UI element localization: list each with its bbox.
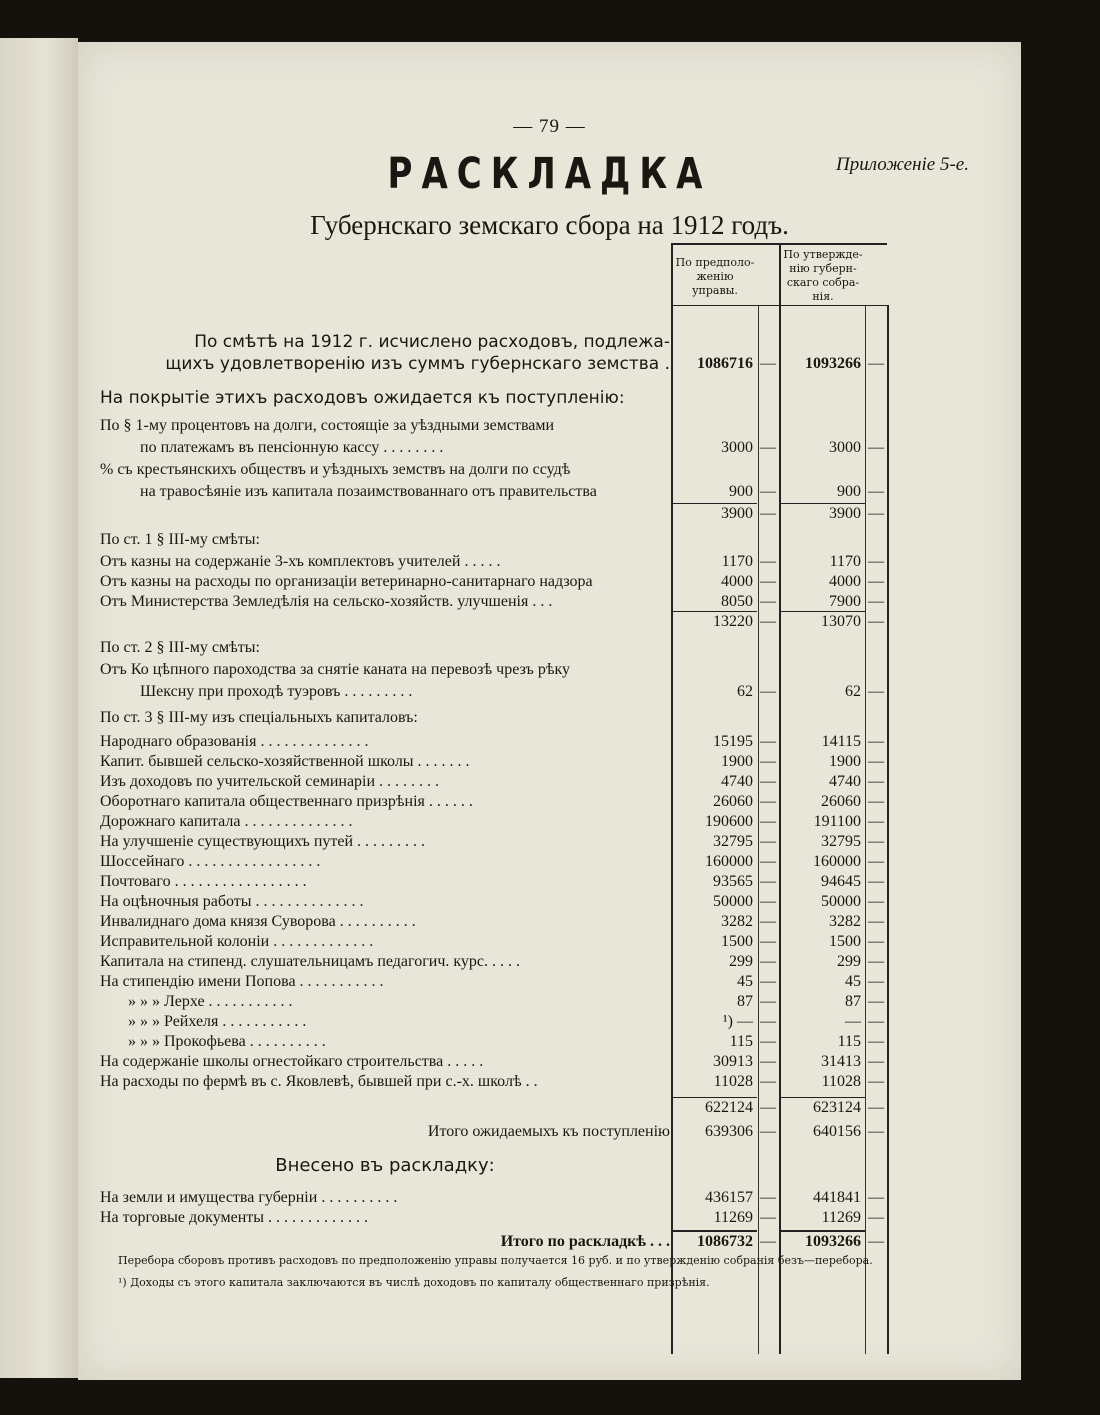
kopeck-dash: —: [760, 1123, 776, 1140]
footnote-1: ¹) Доходы съ этого капитала заключаются въ числѣ доходовъ по капиталу общественнаго призрѣнія.: [118, 1276, 710, 1289]
total-rule: [673, 1230, 757, 1232]
value-proposed: 11028: [713, 1073, 753, 1090]
value-proposed: 45: [737, 973, 753, 990]
value-proposed: 900: [729, 483, 753, 500]
total-rule: [781, 1230, 865, 1232]
row-label: По ст. 1 § III-му смѣты:: [100, 531, 260, 548]
kopeck-dash: —: [760, 793, 776, 810]
value-approved: 26060: [821, 793, 861, 810]
kopeck-dash: —: [868, 753, 884, 770]
value-approved: 160000: [813, 853, 861, 870]
row-label: На торговые документы . . . . . . . . . . . . .: [100, 1209, 369, 1226]
kopeck-dash: —: [760, 833, 776, 850]
kopeck-dash: —: [760, 553, 776, 570]
kopeck-dash: —: [760, 613, 776, 630]
value-proposed: 639306: [705, 1123, 753, 1140]
kopeck-dash: —: [760, 753, 776, 770]
value-approved: 191100: [813, 813, 861, 830]
kopeck-dash: —: [760, 483, 776, 500]
row-label: Капит. бывшей сельско-хозяйственной школы . . . . . . .: [100, 753, 470, 770]
row-label: На расходы по фермѣ въ с. Яковлевѣ, бывшей при с.-х. школѣ . .: [100, 1073, 538, 1090]
kopeck-dash: —: [868, 993, 884, 1010]
row-label: Дорожнаго капитала . . . . . . . . . . . . . .: [100, 813, 353, 830]
row-label: » » » Прокофьева . . . . . . . . . .: [128, 1033, 326, 1050]
kopeck-dash: —: [868, 933, 884, 950]
value-proposed: 3900: [721, 505, 753, 522]
row-label: щихъ удовлетворенію изъ суммъ губернскаго земства .: [165, 354, 670, 374]
column-header-proposed: По предполо- женію управы.: [675, 256, 755, 297]
value-proposed: 87: [737, 993, 753, 1010]
kopeck-dash: —: [868, 593, 884, 610]
kopeck-dash: —: [868, 683, 884, 700]
kopeck-dash: —: [760, 355, 776, 372]
value-proposed: 3282: [721, 913, 753, 930]
column-header-approved: По утвержде- нію губерн- скаго собра- нія.: [783, 248, 863, 303]
kopeck-dash: —: [760, 893, 776, 910]
value-approved: 50000: [821, 893, 861, 910]
row-label: Почтоваго . . . . . . . . . . . . . . . . .: [100, 873, 307, 890]
row-label: Отъ Министерства Земледѣлія на сельско-хозяйств. улучшенія . . .: [100, 593, 553, 610]
value-approved: 14115: [821, 733, 861, 750]
row-label: На оцѣночныя работы . . . . . . . . . . . . . .: [100, 893, 364, 910]
kopeck-dash: —: [868, 893, 884, 910]
value-approved: 94645: [821, 873, 861, 890]
table-header-rule: [671, 305, 887, 306]
row-label: Народнаго образованія . . . . . . . . . . . . . .: [100, 733, 369, 750]
value-approved: 11269: [821, 1209, 861, 1226]
value-approved: 87: [845, 993, 861, 1010]
kopeck-dash: —: [868, 953, 884, 970]
kopeck-dash: —: [868, 873, 884, 890]
value-approved: 1170: [829, 553, 861, 570]
kopeck-dash: —: [868, 1053, 884, 1070]
kopeck-dash: —: [760, 853, 776, 870]
value-proposed: 4000: [721, 573, 753, 590]
kopeck-dash: —: [760, 873, 776, 890]
value-proposed: ¹) —: [722, 1013, 753, 1030]
kopeck-dash: —: [868, 1099, 884, 1116]
kopeck-dash: —: [868, 793, 884, 810]
value-proposed: 622124: [705, 1099, 753, 1116]
row-label: По смѣтѣ на 1912 г. исчислено расходовъ, подлежа-: [194, 332, 670, 352]
value-proposed: 299: [729, 953, 753, 970]
value-approved: —: [845, 1013, 861, 1030]
kopeck-dash: —: [760, 1233, 776, 1250]
kopeck-dash: —: [868, 853, 884, 870]
value-approved: 1900: [829, 753, 861, 770]
value-proposed: 32795: [713, 833, 753, 850]
value-proposed: 4740: [721, 773, 753, 790]
kopeck-dash: —: [760, 505, 776, 522]
value-approved: 623124: [813, 1099, 861, 1116]
kopeck-dash: —: [760, 1013, 776, 1030]
value-proposed: 8050: [721, 593, 753, 610]
kopeck-dash: —: [760, 953, 776, 970]
value-approved: 1093266: [805, 1233, 861, 1250]
kopeck-dash: —: [868, 773, 884, 790]
kopeck-dash: —: [760, 773, 776, 790]
kopeck-dash: —: [760, 1053, 776, 1070]
value-proposed: 1500: [721, 933, 753, 950]
kopeck-dash: —: [760, 1073, 776, 1090]
value-proposed: 13220: [713, 613, 753, 630]
kopeck-dash: —: [868, 973, 884, 990]
value-proposed: 93565: [713, 873, 753, 890]
value-approved: 299: [837, 953, 861, 970]
value-proposed: 160000: [705, 853, 753, 870]
value-proposed: 1900: [721, 753, 753, 770]
footnote-surplus: Перебора сборовъ противъ расходовъ по предположенію управы получается 16 руб. и по утвержденію собранія безъ—перебора.: [118, 1254, 873, 1267]
kopeck-dash: —: [760, 1189, 776, 1206]
value-proposed: 436157: [705, 1189, 753, 1206]
value-approved: 3282: [829, 913, 861, 930]
kopeck-dash: —: [868, 553, 884, 570]
value-approved: 1093266: [805, 355, 861, 372]
value-approved: 45: [845, 973, 861, 990]
value-proposed: 26060: [713, 793, 753, 810]
kopeck-dash: —: [760, 993, 776, 1010]
value-approved: 1500: [829, 933, 861, 950]
kopeck-dash: —: [868, 573, 884, 590]
row-label: Шексну при проходѣ туэровъ . . . . . . . . .: [140, 683, 413, 700]
row-label: Оборотнаго капитала общественнаго призрѣнія . . . . . .: [100, 793, 473, 810]
kopeck-dash: —: [760, 1033, 776, 1050]
row-label: » » » Рейхеля . . . . . . . . . . .: [128, 1013, 307, 1030]
value-proposed: 30913: [713, 1053, 753, 1070]
row-label: Внесено въ раскладку:: [275, 1156, 495, 1176]
value-approved: 115: [837, 1033, 861, 1050]
row-label: Итого по раскладкѣ . . .: [500, 1233, 670, 1250]
row-label: Итого ожидаемыхъ къ поступленію: [427, 1123, 670, 1140]
value-proposed: 115: [729, 1033, 753, 1050]
document-subtitle: Губернскаго земскаго сбора на 1912 годъ.: [310, 210, 789, 240]
row-label: Изъ доходовъ по учительской семинаріи . . . . . . . .: [100, 773, 440, 790]
kopeck-dash: —: [760, 683, 776, 700]
kopeck-dash: —: [868, 813, 884, 830]
value-proposed: 11269: [713, 1209, 753, 1226]
row-label: Инвалиднаго дома князя Суворова . . . . . . . . . .: [100, 913, 416, 930]
value-proposed: 15195: [713, 733, 753, 750]
document-page: [78, 42, 1021, 1380]
value-approved: 3900: [829, 505, 861, 522]
kopeck-dash: —: [868, 1033, 884, 1050]
kopeck-dash: —: [868, 1123, 884, 1140]
value-approved: 4740: [829, 773, 861, 790]
kopeck-dash: —: [760, 913, 776, 930]
row-label: На содержаніе школы огнестойкаго строительства . . . . .: [100, 1053, 484, 1070]
kopeck-dash: —: [868, 355, 884, 372]
row-label: На покрытіе этихъ расходовъ ожидается къ поступленію:: [100, 388, 625, 408]
kopeck-dash: —: [760, 1099, 776, 1116]
value-proposed: 62: [737, 683, 753, 700]
kopeck-dash: —: [760, 933, 776, 950]
value-proposed: 1086716: [697, 355, 753, 372]
kopeck-dash: —: [868, 439, 884, 456]
value-approved: 13070: [821, 613, 861, 630]
value-approved: 31413: [821, 1053, 861, 1070]
kopeck-dash: —: [868, 1073, 884, 1090]
kopeck-dash: —: [868, 483, 884, 500]
value-proposed: 1086732: [697, 1233, 753, 1250]
row-label: Отъ Ко цѣпного пароходства за снятіе каната на перевозѣ чрезъ рѣку: [100, 661, 571, 678]
kopeck-dash: —: [868, 1189, 884, 1206]
value-approved: 640156: [813, 1123, 861, 1140]
kopeck-dash: —: [868, 1013, 884, 1030]
row-label: На улучшеніе существующихъ путей . . . . . . . . .: [100, 833, 426, 850]
kopeck-dash: —: [868, 733, 884, 750]
value-approved: 4000: [829, 573, 861, 590]
kopeck-dash: —: [868, 1233, 884, 1250]
value-approved: 3000: [829, 439, 861, 456]
document-title: РАСКЛАДКА: [387, 149, 712, 199]
value-proposed: 50000: [713, 893, 753, 910]
value-proposed: 3000: [721, 439, 753, 456]
kopeck-dash: —: [760, 593, 776, 610]
row-label: по платежамъ въ пенсіонную кассу . . . . . . . .: [140, 439, 444, 456]
kopeck-dash: —: [868, 505, 884, 522]
row-label: на травосѣяніе изъ капитала позаимствованнаго отъ правительства: [140, 483, 597, 500]
kopeck-dash: —: [760, 573, 776, 590]
value-approved: 7900: [829, 593, 861, 610]
row-label: На стипендію имени Попова . . . . . . . . . . .: [100, 973, 384, 990]
kopeck-dash: —: [760, 813, 776, 830]
row-label: Исправительной колоніи . . . . . . . . . . . . .: [100, 933, 374, 950]
kopeck-dash: —: [760, 733, 776, 750]
kopeck-dash: —: [868, 833, 884, 850]
row-label: % съ крестьянскихъ обществъ и уѣздныхъ земствъ на долги по ссудѣ: [100, 461, 571, 478]
value-approved: 11028: [821, 1073, 861, 1090]
kopeck-dash: —: [760, 973, 776, 990]
row-label: Капитала на стипенд. слушательницамъ педагогич. курс. . . . .: [100, 953, 521, 970]
value-approved: 32795: [821, 833, 861, 850]
kopeck-dash: —: [760, 1209, 776, 1226]
row-label: По ст. 3 § III-му изъ спеціальныхъ капиталовъ:: [100, 709, 418, 726]
value-approved: 900: [837, 483, 861, 500]
kopeck-dash: —: [868, 613, 884, 630]
kopeck-dash: —: [868, 1209, 884, 1226]
row-label: Шоссейнаго . . . . . . . . . . . . . . . . .: [100, 853, 321, 870]
row-label: По ст. 2 § III-му смѣты:: [100, 639, 260, 656]
row-label: По § 1-му процентовъ на долги, состоящіе за уѣздными земствами: [100, 417, 555, 434]
value-approved: 441841: [813, 1189, 861, 1206]
value-proposed: 190600: [705, 813, 753, 830]
kopeck-dash: —: [760, 439, 776, 456]
value-approved: 62: [845, 683, 861, 700]
row-label: Отъ казны на содержаніе 3-хъ комплектовъ учителей . . . . .: [100, 553, 501, 570]
value-proposed: 1170: [721, 553, 753, 570]
row-label: Отъ казны на расходы по организаціи ветеринарно-санитарнаго надзора: [100, 573, 593, 590]
row-label: » » » Лерхе . . . . . . . . . . .: [128, 993, 293, 1010]
left-page-edge: [0, 38, 78, 1378]
appendix-label: Приложеніе 5-е.: [835, 154, 969, 175]
page-number: — 79 —: [513, 116, 586, 137]
kopeck-dash: —: [868, 913, 884, 930]
row-label: На земли и имущества губерніи . . . . . . . . . .: [100, 1189, 398, 1206]
